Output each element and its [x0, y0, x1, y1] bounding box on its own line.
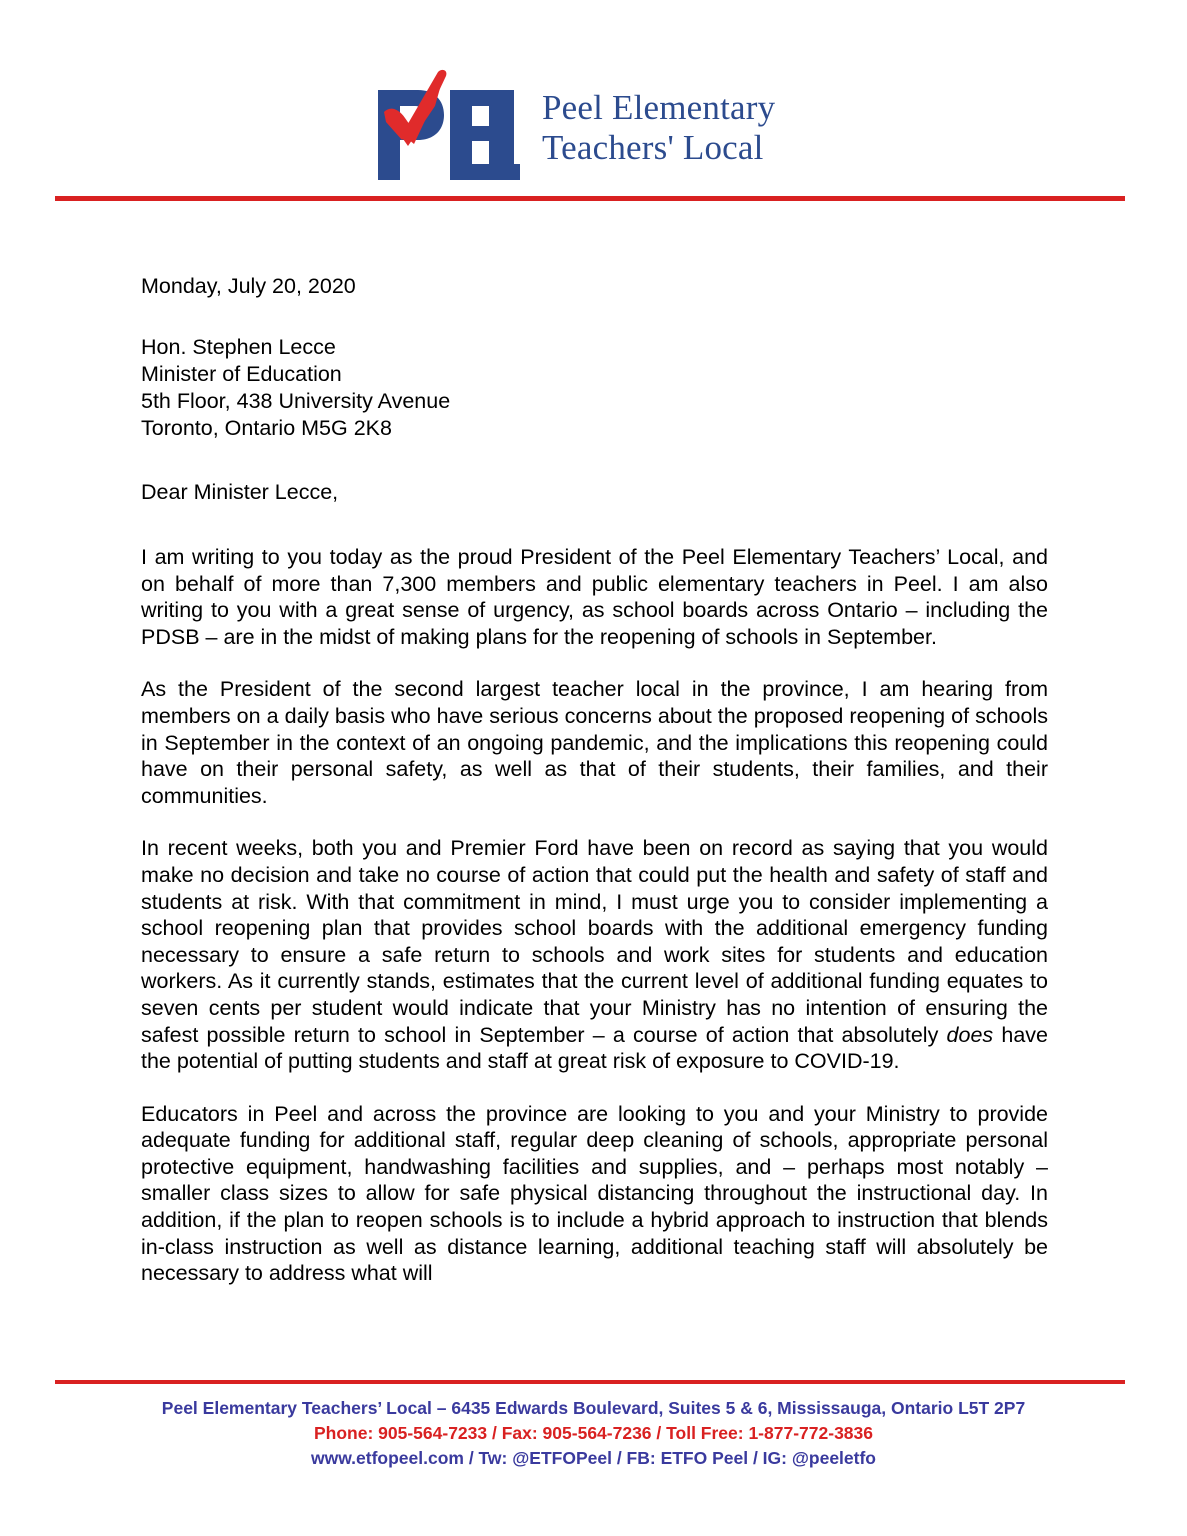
wordmark-line-2: Teachers' Local	[542, 128, 764, 167]
recipient-line: Toronto, Ontario M5G 2K8	[141, 416, 392, 440]
letterhead	[0, 0, 1187, 200]
salutation: Dear Minister Lecce,	[141, 480, 339, 504]
footer-web-and-social: www.etfopeel.com / Tw: @ETFOPeel / FB: ETFO Peel / IG: @peeletfo	[310, 1448, 877, 1468]
recipient-line: 5th Floor, 438 University Avenue	[141, 389, 451, 413]
emphasized-word: does	[946, 1022, 994, 1047]
wordmark-line-1: Peel Elementary	[542, 88, 776, 127]
body-paragraph: I am writing to you today as the proud President of the Peel Elementary Teachers’ Local, and on behalf of more than 7,300 members and public elementary teachers in Peel. I am also writing to you with a great sense of urgency, as school boards across Ontario – including the PDSB – are in the midst of making plans for the reopening of schools in September.	[141, 545, 1048, 649]
organization-wordmark	[542, 88, 775, 168]
paragraph-text-after-emphasis: have the potential of putting students and staff at great risk of exposure to COVID-19.	[141, 1022, 1048, 1074]
recipient-address-block	[141, 334, 1048, 442]
footer-divider-rule	[55, 1380, 1125, 1384]
paragraph-text-before-emphasis: In recent weeks, both you and Premier Ford have been on record as saying that you would make no decision and take no course of action that could put the health and safety of staff and students at risk. With that commitment in mind, I must urge you to consider implementing a school reopening plan that provides school boards with the additional emergency funding necessary to ensure a safe return to schools and work sites for students and education workers. As it currently stands, estimates that the current level of additional funding equates to seven cents per student would indicate that your Ministry has no intention of ensuring the safest possible return to school in September – a course of action that absolutely	[141, 836, 1048, 1047]
recipient-line: Minister of Education	[141, 362, 342, 386]
header-divider-rule	[55, 196, 1125, 201]
footer-phone-numbers: Phone: 905-564-7233 / Fax: 905-564-7236 / Toll Free: 1-877-772-3836	[313, 1423, 873, 1443]
letter-body	[141, 272, 1048, 1313]
body-paragraph: As the President of the second largest teacher local in the province, I am hearing from members on a daily basis who have serious concerns about the proposed reopening of schools in September in the context of an ongoing pandemic, and the implications this reopening could have on their personal safety, as well as that of their students, their families, and their communities.	[141, 677, 1048, 808]
letterhead-footer	[0, 1396, 1187, 1471]
petl-checkmark-logo-icon	[372, 68, 520, 186]
body-paragraph: Educators in Peel and across the province are looking to you and your Ministry to provide adequate funding for additional staff, regular deep cleaning of schools, appropriate personal protective equipment, handwashing facilities and supplies, and – perhaps most notably – smaller class sizes to allow for safe physical distancing throughout the instructional day. In addition, if the plan to reopen schools is to include a hybrid approach to instruction that blends in-class instruction as well as distance learning, additional teaching staff will absolutely be necessary to address what will	[141, 1101, 1048, 1286]
body-paragraph	[141, 835, 1048, 1074]
letter-date: Monday, July 20, 2020	[141, 274, 356, 298]
recipient-line: Hon. Stephen Lecce	[141, 335, 336, 359]
footer-address: Peel Elementary Teachers’ Local – 6435 Edwards Boulevard, Suites 5 & 6, Mississauga, Ontario L5T 2P7	[161, 1398, 1026, 1418]
organization-logo	[372, 68, 775, 186]
